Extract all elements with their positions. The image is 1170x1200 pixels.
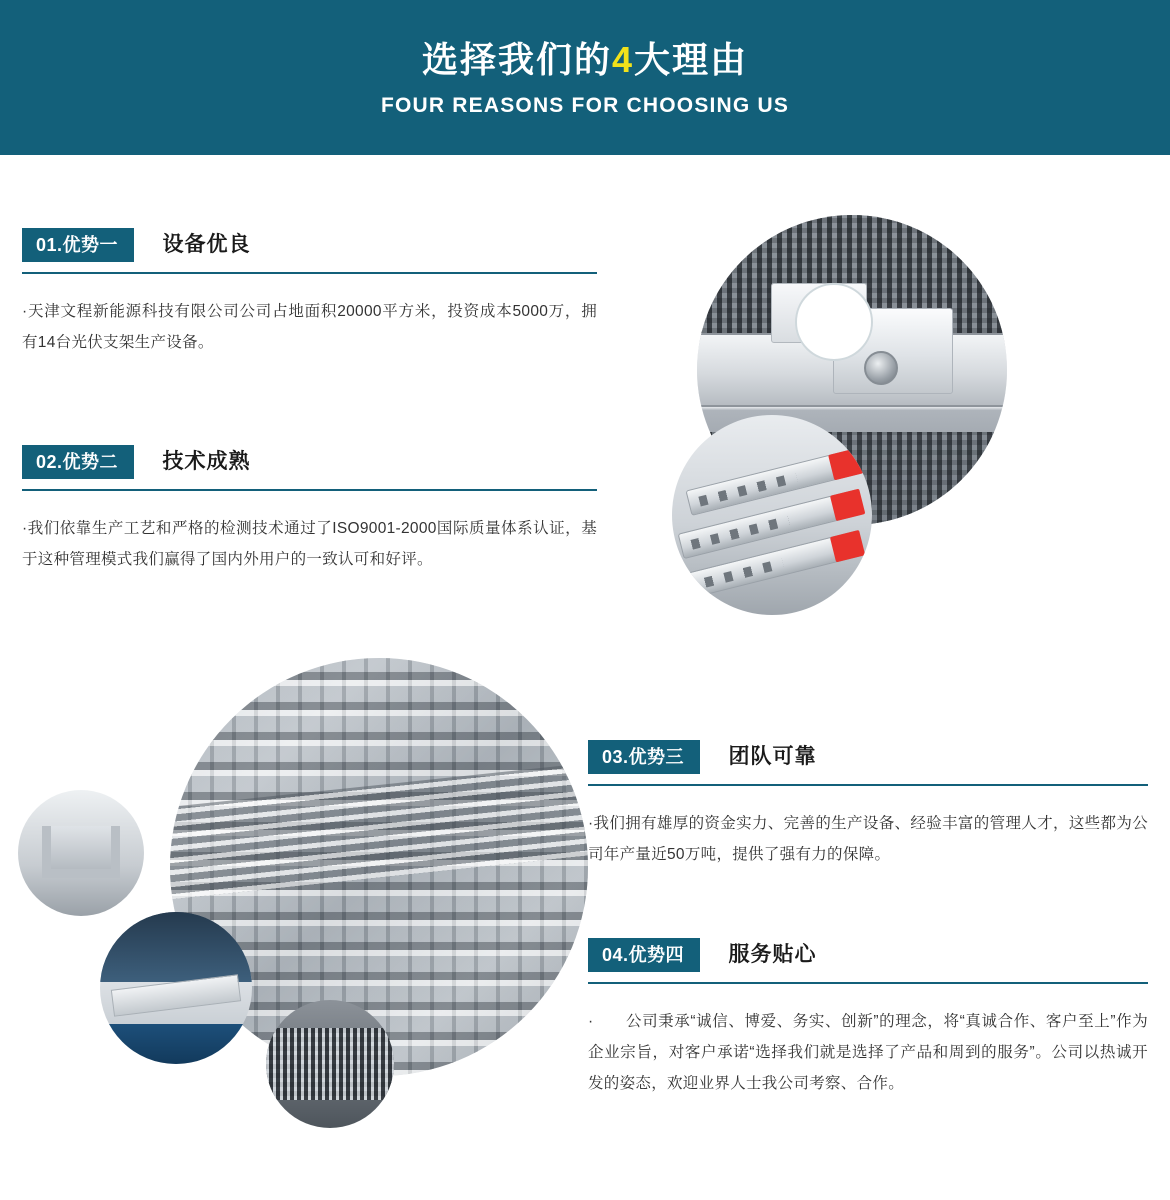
u-channel-profile-photo [18,790,144,916]
photo-machine-body [100,912,252,982]
reason-01-divider [22,272,597,274]
photo-rail-holes-2 [690,516,789,550]
page-title-suffix: 大理由 [634,39,749,80]
reason-01-head [22,228,597,266]
page-title [422,37,748,82]
photo-rail-holes-3 [685,558,784,592]
reason-03-divider [588,784,1148,786]
reason-03-head [588,740,1148,778]
page-title-accent: 4 [611,39,635,80]
reason-01-title: 设备优良 [162,233,251,256]
reason-04-divider [588,982,1148,984]
page-title-prefix: 选择我们的 [421,39,612,80]
reason-04-head [588,938,1148,976]
reason-03-tag: 03.优势三 [588,740,700,774]
bundled-profiles-photo [266,1000,394,1128]
reason-03-title: 团队可靠 [728,745,817,768]
reason-03-body: ·我们拥有雄厚的资金实力、完善的生产设备、经验丰富的管理人才，这些都为公司年产量近50万吨，提供了强有力的保障。 [588,815,1148,863]
reason-02-title: 技术成熟 [162,450,251,473]
photo-rail-holes-1 [698,473,797,507]
photo-rail-tip-1 [828,448,863,480]
reason-02-divider [22,489,597,491]
steel-rails-red-tips-photo [672,415,872,615]
page-header [0,0,1170,155]
reason-04-title: 服务贴心 [728,943,817,966]
photo-rail-tip-2 [830,489,865,521]
reason-01-tag: 01.优势一 [22,228,134,262]
photo-u-profile [42,826,120,878]
reason-01-body: ·天津文程新能源科技有限公司公司占地面积20000平方米，投资成本5000万，拥有14台光伏支架生产设备。 [22,303,597,351]
reason-02-body: ·我们依靠生产工艺和严格的检测技术通过了ISO9001-2000国际质量体系认证，基于这种管理模式我们赢得了国内外用户的一致认可和好评。 [22,520,597,568]
reason-block-02 [22,445,597,575]
photo-conveyor [100,1024,252,1064]
reason-04-tag: 04.优势四 [588,938,700,972]
reason-04-body: · 公司秉承“诚信、博爱、务实、创新”的理念，将“真诚合作、客户至上”作为企业宗旨，对客户承诺“选择我们就是选择了产品和周到的服务”。公司以热诚开发的姿态，欢迎业界人士我公司考察、合作。 [588,1013,1148,1092]
reason-02-tag: 02.优势二 [22,445,134,479]
reason-block-04 [588,938,1148,1099]
roll-forming-machine-photo [100,912,252,1064]
reason-block-01 [22,228,597,358]
photo-rail-tip-3 [830,530,865,562]
photo-bundle-texture [266,1028,394,1100]
page-subtitle: FOUR REASONS FOR CHOOSING US [380,94,790,117]
reason-block-03 [588,740,1148,870]
reason-02-head [22,445,597,483]
empty-circle-accent [795,283,873,361]
